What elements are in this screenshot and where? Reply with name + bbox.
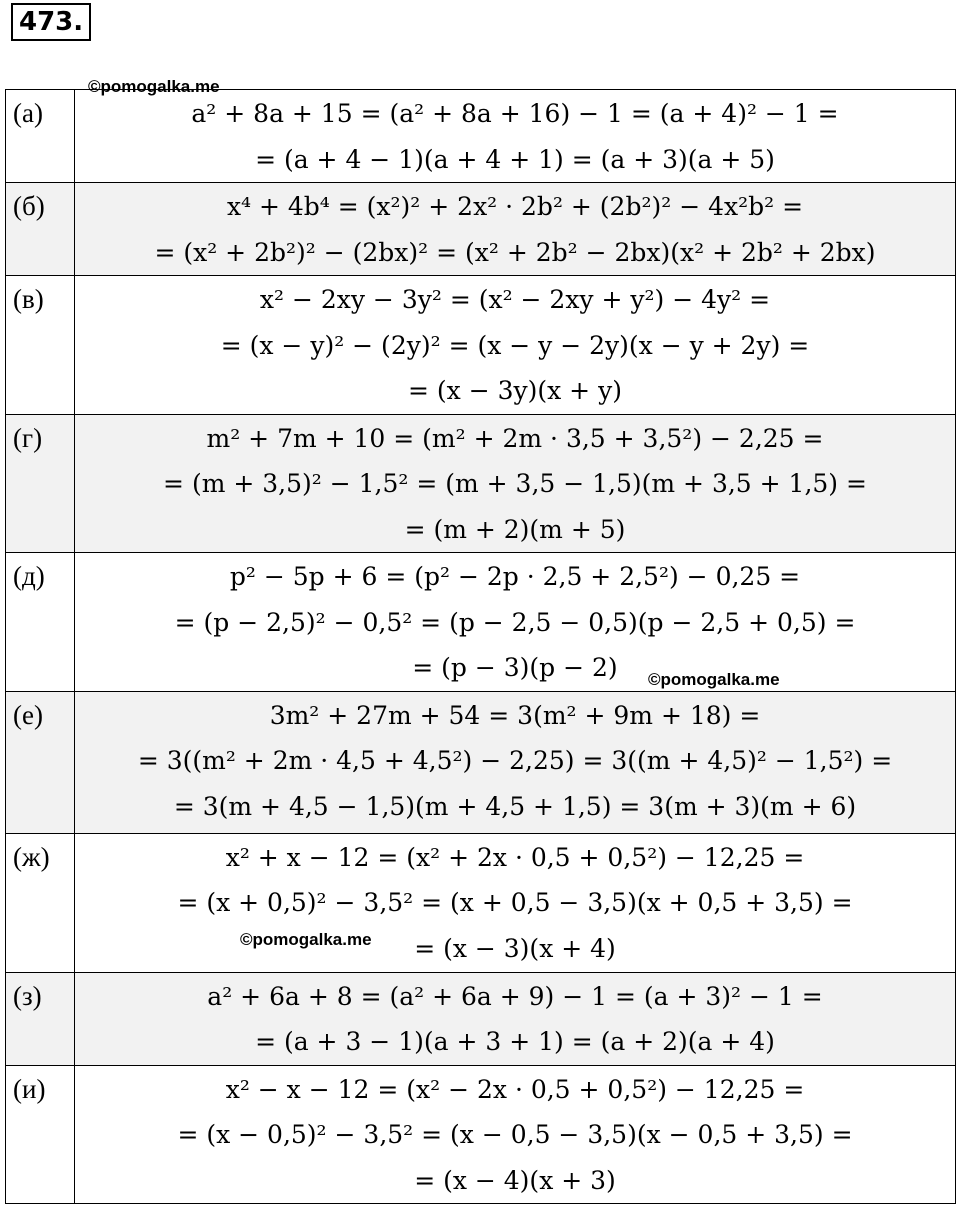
equation-line: = (x − 3)(x + 4) (414, 933, 616, 963)
equation-line: p² − 5p + 6 = (p² − 2p · 2,5 + 2,5²) − 0,25 = (229, 562, 801, 591)
equation-line: = 3(m + 4,5 − 1,5)(m + 4,5 + 1,5) = 3(m + 3)(m + 6) (173, 791, 857, 821)
equation-line: m² + 7m + 10 = (m² + 2m · 3,5 + 3,5²) − 2,25 = (206, 423, 824, 453)
row-label: (з) (6, 972, 75, 1065)
equation-cell (75, 276, 956, 415)
watermark: ©pomogalka.me (240, 930, 372, 949)
solution-table (5, 89, 956, 1204)
equation-line: x² + x − 12 = (x² + 2x · 0,5 + 0,5²) − 12,25 = (225, 842, 805, 872)
equation-cell (75, 833, 956, 972)
equation-line: = (x − 3y)(x + y) (408, 376, 622, 405)
equation-cell (75, 1065, 956, 1204)
equation-line: x² − 2xy − 3y² = (x² − 2xy + y²) − 4y² = (259, 285, 771, 314)
equation-cell (75, 691, 956, 833)
equation-line: = (x + 0,5)² − 3,5² = (x + 0,5 − 3,5)(x + 0,5 + 3,5) = (177, 888, 853, 917)
equation-line: = (x − 4)(x + 3) (414, 1165, 616, 1195)
equation-line: = (p − 3)(p − 2) (412, 653, 618, 682)
equation-line: a² + 8a + 15 = (a² + 8a + 16) − 1 = (a + 4)² − 1 = (191, 99, 839, 128)
watermark: ©pomogalka.me (648, 670, 780, 689)
equation-line: x⁴ + 4b⁴ = (x²)² + 2x² · 2b² + (2b²)² − 4x²b² = (226, 192, 804, 221)
equation-line: = (m + 2)(m + 5) (404, 514, 626, 544)
row-label: (е) (6, 691, 75, 833)
equation-line: a² + 6a + 8 = (a² + 6a + 9) − 1 = (a + 3)² − 1 = (207, 981, 823, 1011)
equation-line: = (m + 3,5)² − 1,5² = (m + 3,5 − 1,5)(m + 3,5 + 1,5) = (163, 469, 867, 498)
table-row (6, 414, 956, 553)
row-label: (г) (6, 414, 75, 553)
equation-line: = (a + 4 − 1)(a + 4 + 1) = (a + 3)(a + 5) (255, 144, 775, 174)
row-label: (ж) (6, 833, 75, 972)
table-row (6, 691, 956, 833)
row-label: (и) (6, 1065, 75, 1204)
row-label: (б) (6, 183, 75, 276)
table-row (6, 183, 956, 276)
problem-number: 473. (11, 3, 91, 41)
table-row (6, 276, 956, 415)
equation-cell (75, 183, 956, 276)
watermark: ©pomogalka.me (88, 77, 220, 96)
equation-line: = 3((m² + 2m · 4,5 + 4,5²) − 2,25) = 3((m + 4,5)² − 1,5²) = (137, 746, 893, 775)
table-row (6, 1065, 956, 1204)
equation-cell (75, 553, 956, 692)
equation-line: = (a + 3 − 1)(a + 3 + 1) = (a + 2)(a + 4) (255, 1027, 775, 1056)
equation-line: = (x² + 2b²)² − (2bx)² = (x² + 2b² − 2bx)(x² + 2b² + 2bx) (154, 237, 876, 267)
equation-line: 3m² + 27m + 54 = 3(m² + 9m + 18) = (269, 700, 761, 730)
table-row (6, 553, 956, 692)
equation-line: x² − x − 12 = (x² − 2x · 0,5 + 0,5²) − 12,25 = (225, 1074, 805, 1104)
row-label: (в) (6, 276, 75, 415)
equation-cell (75, 90, 956, 183)
row-label: (д) (6, 553, 75, 692)
equation-line: = (p − 2,5)² − 0,5² = (p − 2,5 − 0,5)(p − 2,5 + 0,5) = (174, 607, 856, 637)
row-label: (а) (6, 90, 75, 183)
table-row (6, 972, 956, 1065)
equation-cell (75, 972, 956, 1065)
equation-cell (75, 414, 956, 553)
table-row (6, 833, 956, 972)
equation-line: = (x − 0,5)² − 3,5² = (x − 0,5 − 3,5)(x − 0,5 + 3,5) = (177, 1120, 853, 1149)
equation-line: = (x − y)² − (2y)² = (x − y − 2y)(x − y + 2y) = (220, 330, 810, 360)
table-row (6, 90, 956, 183)
